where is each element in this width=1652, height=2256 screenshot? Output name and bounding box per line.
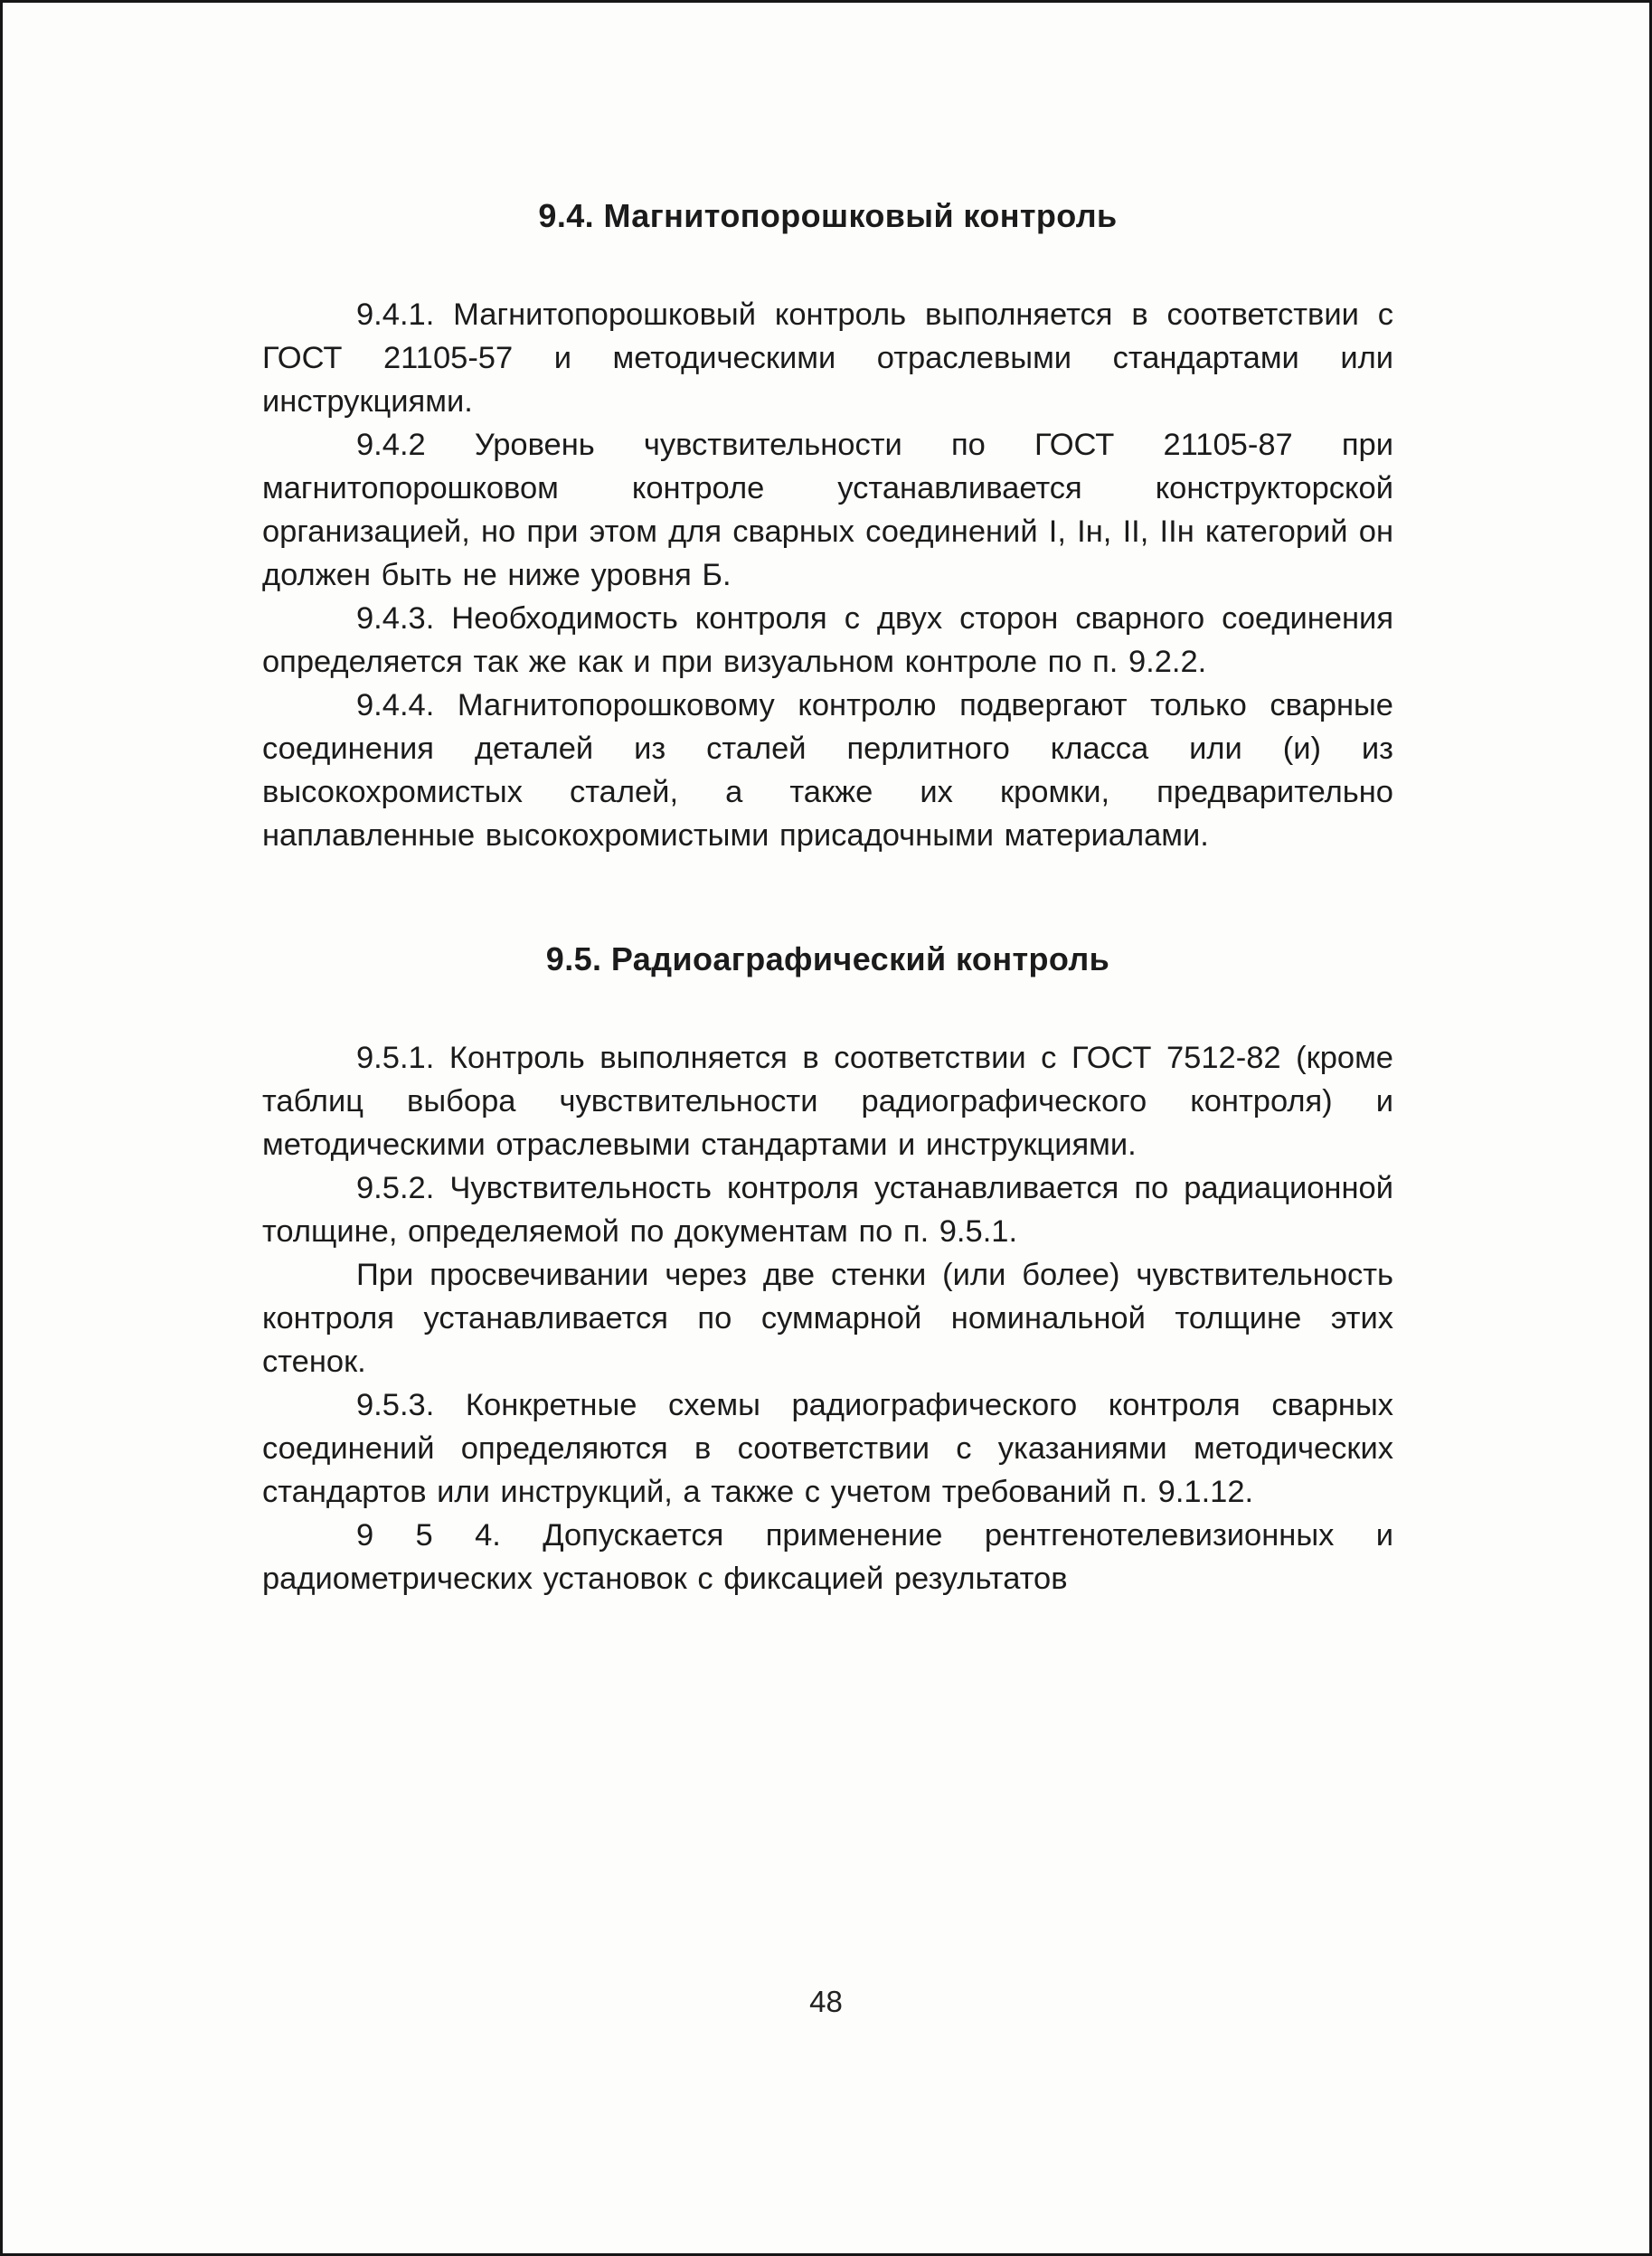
page-content [262,197,1393,1600]
paragraph-9-5-2: 9.5.2. Чувствительность контроля устанавливается по радиационной толщине, определяемой по документам по п. 9.5.1. [262,1171,1393,1249]
paragraph-9-4-1: 9.4.1. Магнитопорошковый контроль выполняется в соответствии с ГОСТ 21105-57 и методическими отраслевыми стандартами или инструкциями. [262,297,1393,419]
paragraph-9-4-3: 9.4.3. Необходимость контроля с двух сторон сварного соединения определяется так же как и при визуальном контроле по п. 9.2.2. [262,601,1393,679]
section-heading-radiographic: 9.5. Радиоаграфический контроль [545,940,1110,977]
paragraph-9-5-2-cont: При просвечивании через две стенки (или более) чувствительность контроля устанавливается по суммарной номинальной толщине этих стенок. [262,1258,1393,1379]
page-number: 48 [809,1985,843,2018]
paragraph-9-4-2: 9.4.2 Уровень чувствительности по ГОСТ 21105-87 при магнитопорошковом контроле устанавливается конструкторской организацией, но при этом для сварных соединений I, Iн, II, IIн категорий он должен быть не ниже уровня Б. [262,428,1393,592]
paragraph-9-5-3: 9.5.3. Конкретные схемы радиографического контроля сварных соединений определяются в соответствии с указаниями методических стандартов или инструкций, а также с учетом требований п. 9.1.12. [262,1388,1393,1509]
paragraph-9-5-4: 9 5 4. Допускается применение рентгенотелевизионных и радиометрических установок с фиксацией результатов [262,1518,1393,1596]
paragraph-9-5-1: 9.5.1. Контроль выполняется в соответствии с ГОСТ 7512-82 (кроме таблиц выбора чувствительности радиографического контроля) и методическими отраслевыми стандартами и инструкциями. [262,1041,1393,1162]
section-heading-magnetic-particle: 9.4. Магнитопорошковый контроль [538,197,1118,234]
paragraph-9-4-4: 9.4.4. Магнитопорошковому контролю подвергают только сварные соединения деталей из сталей перлитного класса или (и) из высокохромистых сталей, а также их кромки, предварительно наплавленные высокохромистыми присадочными материалами. [262,688,1393,853]
